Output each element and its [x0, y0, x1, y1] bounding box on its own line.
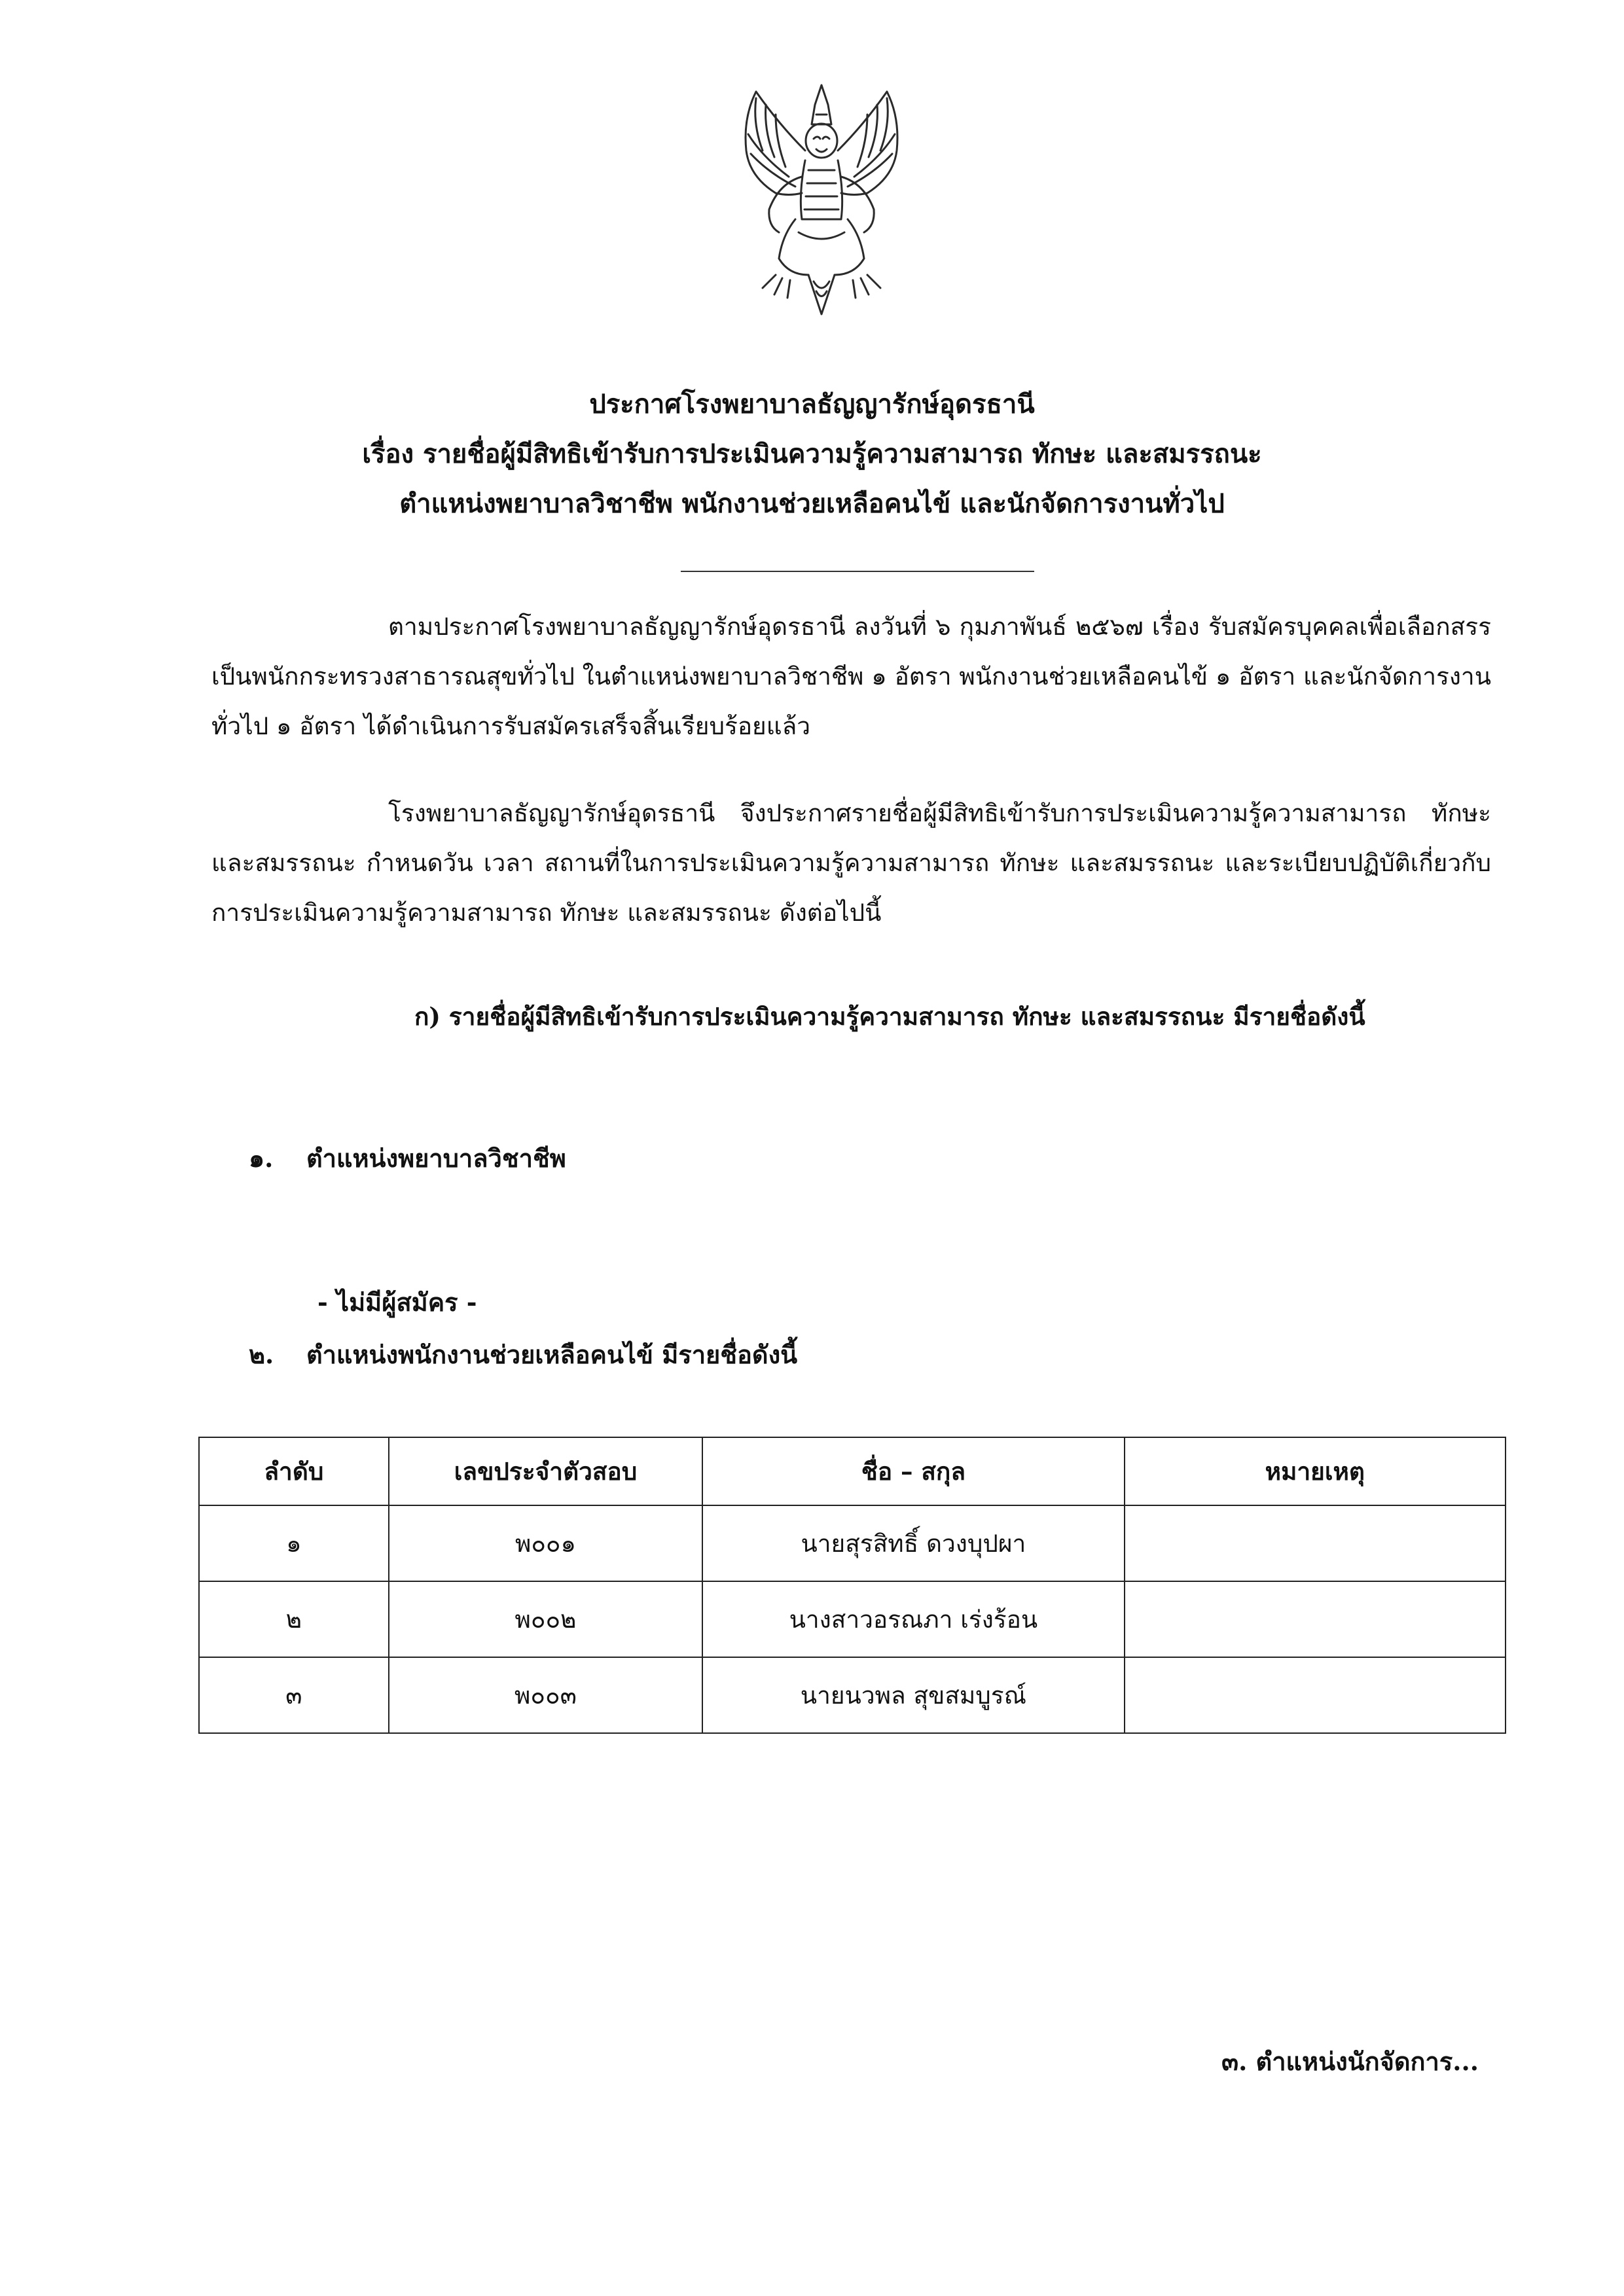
- cell-exam-id: พ๐๐๒: [389, 1581, 703, 1657]
- table-row: [199, 1657, 1506, 1733]
- announcement-title: ประกาศโรงพยาบาลธัญญารักษ์อุดรธานี: [589, 389, 1035, 420]
- table-header-row: [199, 1437, 1506, 1505]
- column-header-name: ชื่อ – สกุล: [702, 1437, 1124, 1505]
- cell-name: นายนวพล สุขสมบูรณ์: [702, 1657, 1124, 1733]
- paragraph-background: [211, 602, 1491, 751]
- paragraph-item-a-text: ก) รายชื่อผู้มีสิทธิเข้ารับการประเมินความรู้ความสามารถ ทักษะ และสมรรถนะ มีรายชื่อดังนี้: [414, 1002, 1365, 1031]
- column-header-note: หมายเหตุ: [1125, 1437, 1506, 1505]
- applicant-table: [198, 1437, 1506, 1734]
- title-divider: [681, 571, 1034, 572]
- column-header-order: ลำดับ: [199, 1437, 389, 1505]
- announcement-positions: ตำแหน่งพยาบาลวิชาชีพ พนักงานช่วยเหลือคนไข้ และนักจัดการงานทั่วไป: [399, 488, 1225, 519]
- section-1-title: ตำแหน่งพยาบาลวิชาชีพ: [306, 1143, 566, 1173]
- no-applicants-note: - ไม่มีผู้สมัคร -: [317, 1287, 477, 1317]
- section-1-number: ๑.: [249, 1143, 274, 1173]
- announcement-subject: เรื่อง รายชื่อผู้มีสิทธิเข้ารับการประเมินความรู้ความสามารถ ทักษะ และสมรรถนะ: [362, 439, 1262, 469]
- table-row: [199, 1581, 1506, 1657]
- cell-exam-id: พ๐๐๓: [389, 1657, 703, 1733]
- cell-order: ๒: [199, 1581, 389, 1657]
- column-header-exam-id: เลขประจำตัวสอบ: [389, 1437, 703, 1505]
- cell-name: นายสุรสิทธิ์ ดวงบุปผา: [702, 1505, 1124, 1581]
- cell-order: ๑: [199, 1505, 389, 1581]
- paragraph-background-text: ตามประกาศโรงพยาบาลธัญญารักษ์อุดรธานี ลงวันที่ ๖ กุมภาพันธ์ ๒๕๖๗ เรื่อง รับสมัครบุคคลเพื่อเลือกสรรเป็นพนักกระทรวงสาธารณสุขทั่วไป ในตำแหน่งพยาบาลวิชาชีพ ๑ อัตรา พนักงานช่วยเหลือคนไข้ ๑ อัตรา และนักจัดการงานทั่วไป ๑ อัตรา ได้ดำเนินการรับสมัครเสร็จสิ้นเรียบร้อยแล้ว: [211, 613, 1491, 740]
- paragraph-item-a: [211, 992, 1491, 1041]
- cell-order: ๓: [199, 1657, 389, 1733]
- cell-note: [1125, 1505, 1506, 1581]
- garuda-emblem-icon: [717, 79, 926, 321]
- cell-name: นางสาวอรณภา เร่งร้อน: [702, 1581, 1124, 1657]
- paragraph-announcement-text: โรงพยาบาลธัญญารักษ์อุดรธานี จึงประกาศรายชื่อผู้มีสิทธิเข้ารับการประเมินความรู้ความสามารถ ทักษะ และสมรรถนะ กำหนดวัน เวลา สถานที่ในการประเมินความรู้ความสามารถ ทักษะ และสมรรถนะ และระเบียบปฏิบัติเกี่ยวกับการประเมินความรู้ความสามารถ ทักษะ และสมรรถนะ ดังต่อไปนี้: [211, 799, 1491, 927]
- section-2-number: ๒.: [249, 1340, 274, 1369]
- page-continuation: ๓. ตำแหน่งนักจัดการ...: [1221, 2047, 1479, 2076]
- cell-note: [1125, 1657, 1506, 1733]
- cell-note: [1125, 1581, 1506, 1657]
- table-row: [199, 1505, 1506, 1581]
- section-2-heading: [249, 1335, 797, 1374]
- paragraph-announcement: [211, 789, 1491, 938]
- section-2-title: ตำแหน่งพนักงานช่วยเหลือคนไข้ มีรายชื่อดังนี้: [306, 1340, 798, 1369]
- section-1-heading: [249, 1139, 566, 1178]
- cell-exam-id: พ๐๐๑: [389, 1505, 703, 1581]
